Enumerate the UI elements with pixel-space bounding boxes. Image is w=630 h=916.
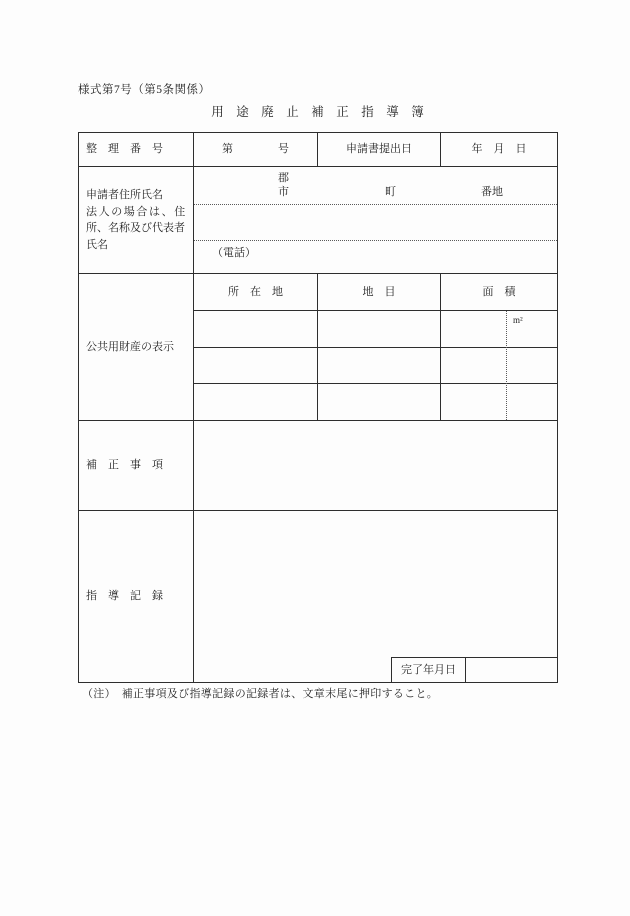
- row-applicant: [79, 167, 557, 274]
- land-category-field-2[interactable]: [318, 348, 441, 384]
- address-dotted-rule-2: [194, 240, 557, 241]
- area-dotted-rule: [506, 311, 507, 420]
- submission-date-label: 申請書提出日: [318, 133, 441, 166]
- property-header-row: [194, 274, 557, 311]
- row-property: [79, 274, 557, 421]
- form-reference-number: 様式第7号（第5条関係）: [78, 84, 211, 96]
- land-category-field-3[interactable]: [318, 384, 441, 420]
- page-title: 用 途 廃 止 補 正 指 導 簿: [211, 105, 424, 119]
- area-field-2[interactable]: [441, 348, 557, 384]
- property-subtable: [194, 274, 557, 420]
- property-row-2: [194, 348, 557, 385]
- applicant-label-line2: 法人の場合は、住: [86, 205, 187, 218]
- address-dotted-rule-1: [194, 204, 557, 205]
- phone-label: （電話）: [212, 247, 256, 259]
- serial-number-field[interactable]: [194, 133, 318, 166]
- row-serial: [79, 133, 557, 167]
- completion-date-label: 完了年月日: [392, 658, 466, 682]
- property-row-1: [194, 311, 557, 348]
- guidance-section-label: 指 導 記 録: [79, 511, 194, 682]
- completion-date-field[interactable]: [466, 658, 557, 682]
- correction-section-label: 補 正 事 項: [79, 421, 194, 510]
- land-category-field-1[interactable]: [318, 311, 441, 347]
- location-field-2[interactable]: [194, 348, 318, 384]
- area-unit-label: m²: [513, 315, 523, 325]
- county-suffix: 郡: [278, 172, 289, 184]
- column-header-location: 所 在 地: [194, 274, 318, 310]
- applicant-address-field[interactable]: [194, 167, 557, 273]
- form-table: [78, 132, 558, 683]
- row-correction: [79, 421, 557, 511]
- town-suffix: 町: [385, 186, 396, 198]
- property-row-3: [194, 384, 557, 420]
- area-field-1[interactable]: [441, 311, 557, 347]
- applicant-label-line1: 申請者住所氏名: [86, 189, 163, 201]
- applicant-label-line4: 氏名: [86, 238, 108, 251]
- city-suffix: 市: [278, 186, 289, 198]
- serial-number-label: 整 理 番 号: [79, 133, 194, 166]
- submission-date-field[interactable]: 年 月 日: [471, 143, 527, 155]
- footnote: （注） 補正事項及び指導記録の記録者は、文章末尾に押印すること。: [82, 688, 439, 700]
- guidance-field[interactable]: [194, 511, 557, 682]
- column-header-land-category: 地 目: [318, 274, 441, 310]
- correction-field[interactable]: [194, 421, 557, 510]
- lot-suffix: 番地: [481, 186, 503, 198]
- column-header-area: 面 積: [482, 285, 516, 298]
- area-field-3[interactable]: [441, 384, 557, 420]
- applicant-label: [79, 167, 194, 273]
- completion-date-box: [391, 657, 557, 682]
- property-section-label: 公共用財産の表示: [79, 274, 194, 420]
- serial-prefix: 第: [222, 143, 233, 155]
- applicant-label-line3: 所、名称及び代表者: [86, 222, 185, 234]
- serial-suffix: 号: [278, 143, 289, 155]
- location-field-1[interactable]: [194, 311, 318, 347]
- row-guidance: [79, 511, 557, 682]
- location-field-3[interactable]: [194, 384, 318, 420]
